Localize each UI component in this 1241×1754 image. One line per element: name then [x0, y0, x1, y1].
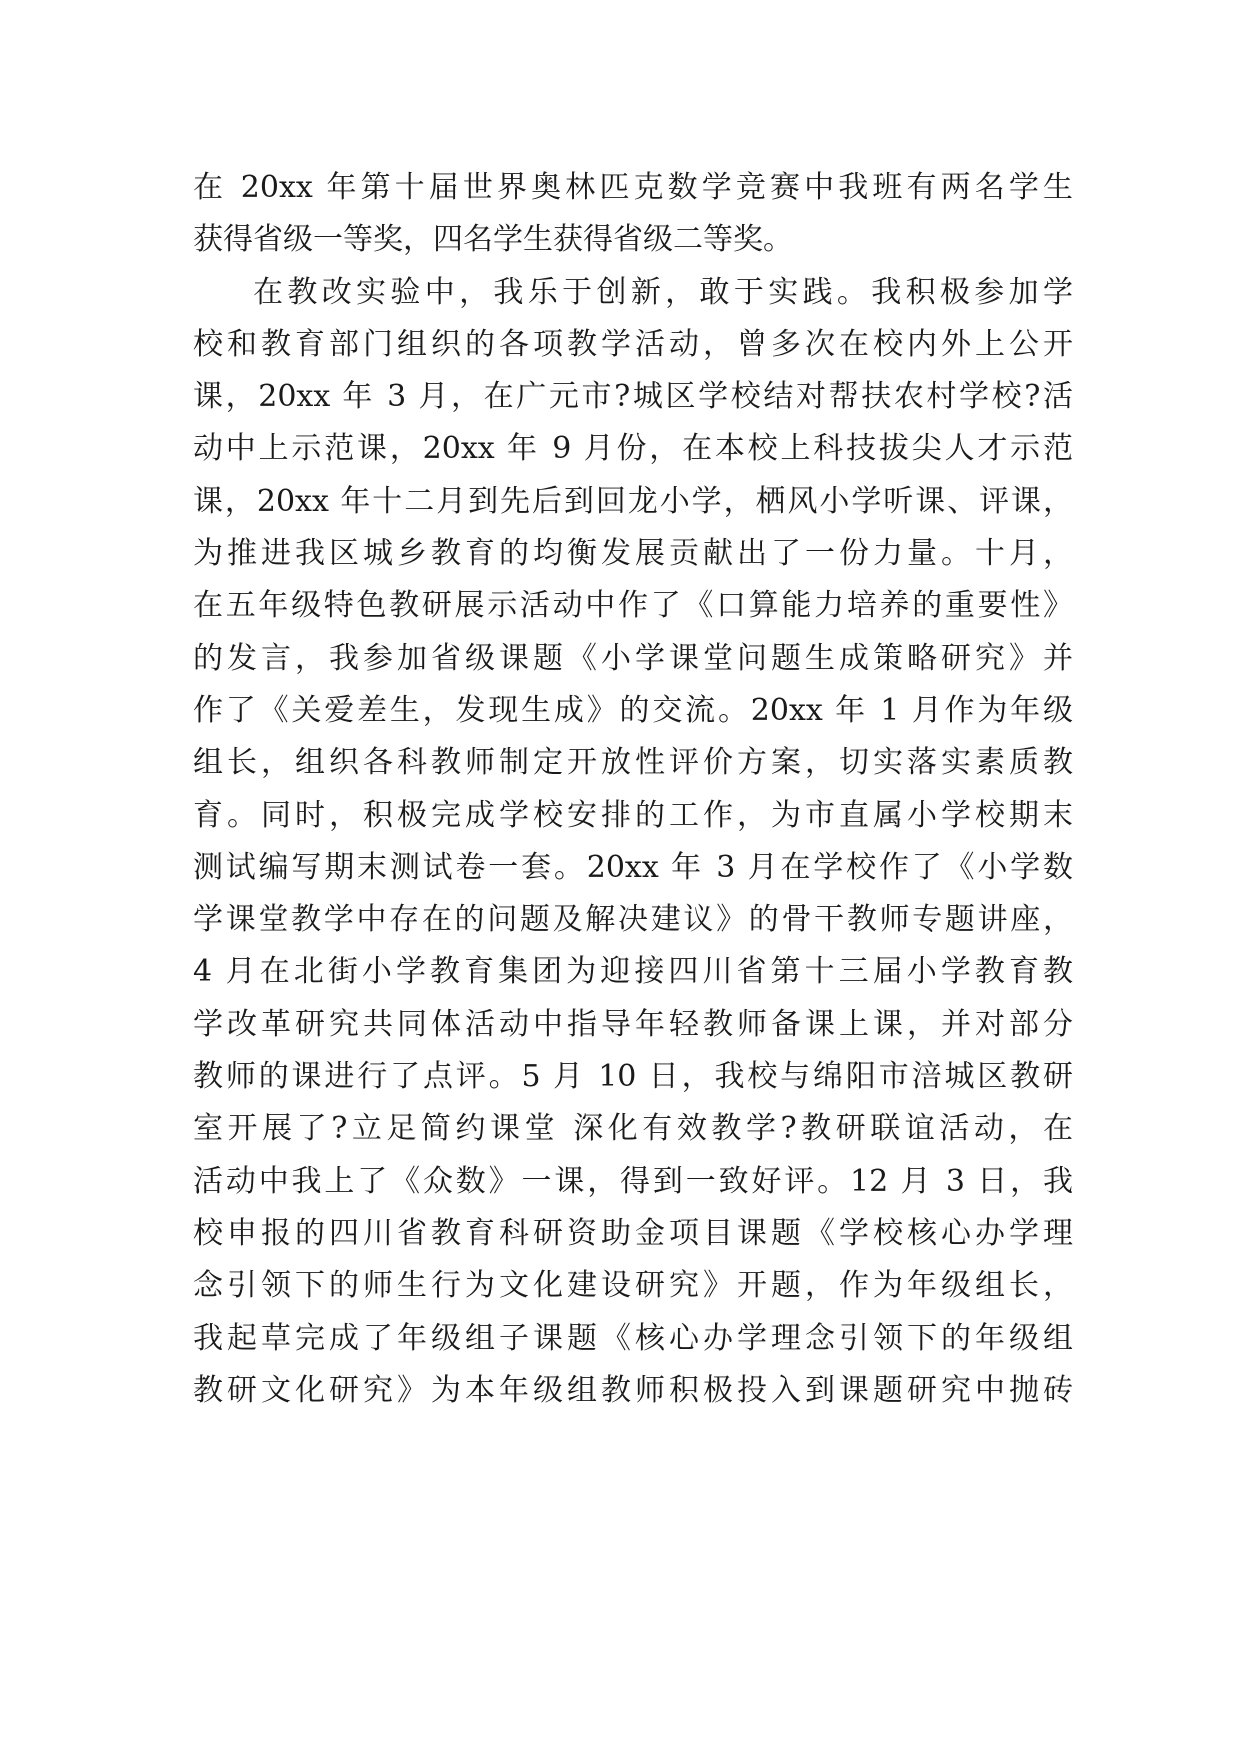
text-line: 活动中我上了《众数》一课，得到一致好评。12 月 3 日，我 — [193, 1163, 1073, 1199]
text-line: 在五年级特色教研展示活动中作了《口算能力培养的重要性》 — [193, 588, 1073, 624]
text-line: 学改革研究共同体活动中指导年轻教师备课上课，并对部分 — [193, 1006, 1073, 1042]
text-line: 4 月在北街小学教育集团为迎接四川省第十三届小学教育教 — [193, 954, 1073, 990]
text-line: 课，20xx 年 3 月，在广元市?城区学校结对帮扶农村学校?活 — [193, 379, 1073, 415]
body-text — [193, 162, 1073, 1417]
text-line: 室开展了?立足简约课堂 深化有效教学?教研联谊活动，在 — [193, 1111, 1073, 1147]
text-line: 为推进我区城乡教育的均衡发展贡献出了一份力量。十月， — [193, 536, 1073, 572]
text-line: 组长，组织各科教师制定开放性评价方案，切实落实素质教 — [193, 745, 1073, 781]
paragraph-first-line: 在教改实验中，我乐于创新，敢于实践。我积极参加学 — [253, 274, 1073, 310]
text-line: 作了《关爱差生，发现生成》的交流。20xx 年 1 月作为年级 — [193, 692, 1073, 728]
text-line: 教师的课进行了点评。5 月 10 日，我校与绵阳市涪城区教研 — [193, 1059, 1073, 1095]
text-line: 测试编写期末测试卷一套。20xx 年 3 月在学校作了《小学数 — [193, 849, 1073, 885]
text-line: 获得省级一等奖，四名学生获得省级二等奖。 — [193, 222, 793, 258]
text-line: 的发言，我参加省级课题《小学课堂问题生成策略研究》并 — [193, 640, 1073, 676]
text-line: 动中上示范课，20xx 年 9 月份，在本校上科技拔尖人才示范 — [193, 431, 1073, 467]
text-line: 育。同时，积极完成学校安排的工作，为市直属小学校期末 — [193, 797, 1073, 833]
text-line: 我起草完成了年级组子课题《核心办学理念引领下的年级组 — [193, 1320, 1073, 1356]
text-line: 念引领下的师生行为文化建设研究》开题，作为年级组长， — [193, 1268, 1073, 1304]
text-line: 课，20xx 年十二月到先后到回龙小学，栖风小学听课、评课， — [193, 483, 1073, 519]
text-line: 校和教育部门组织的各项教学活动，曾多次在校内外上公开 — [193, 326, 1073, 362]
text-line: 学课堂教学中存在的问题及解决建议》的骨干教师专题讲座， — [193, 902, 1073, 938]
text-line: 教研文化研究》为本年级组教师积极投入到课题研究中抛砖 — [193, 1372, 1073, 1408]
text-line: 在 20xx 年第十届世界奥林匹克数学竞赛中我班有两名学生 — [193, 170, 1073, 205]
text-line: 校申报的四川省教育科研资助金项目课题《学校核心办学理 — [193, 1215, 1073, 1251]
